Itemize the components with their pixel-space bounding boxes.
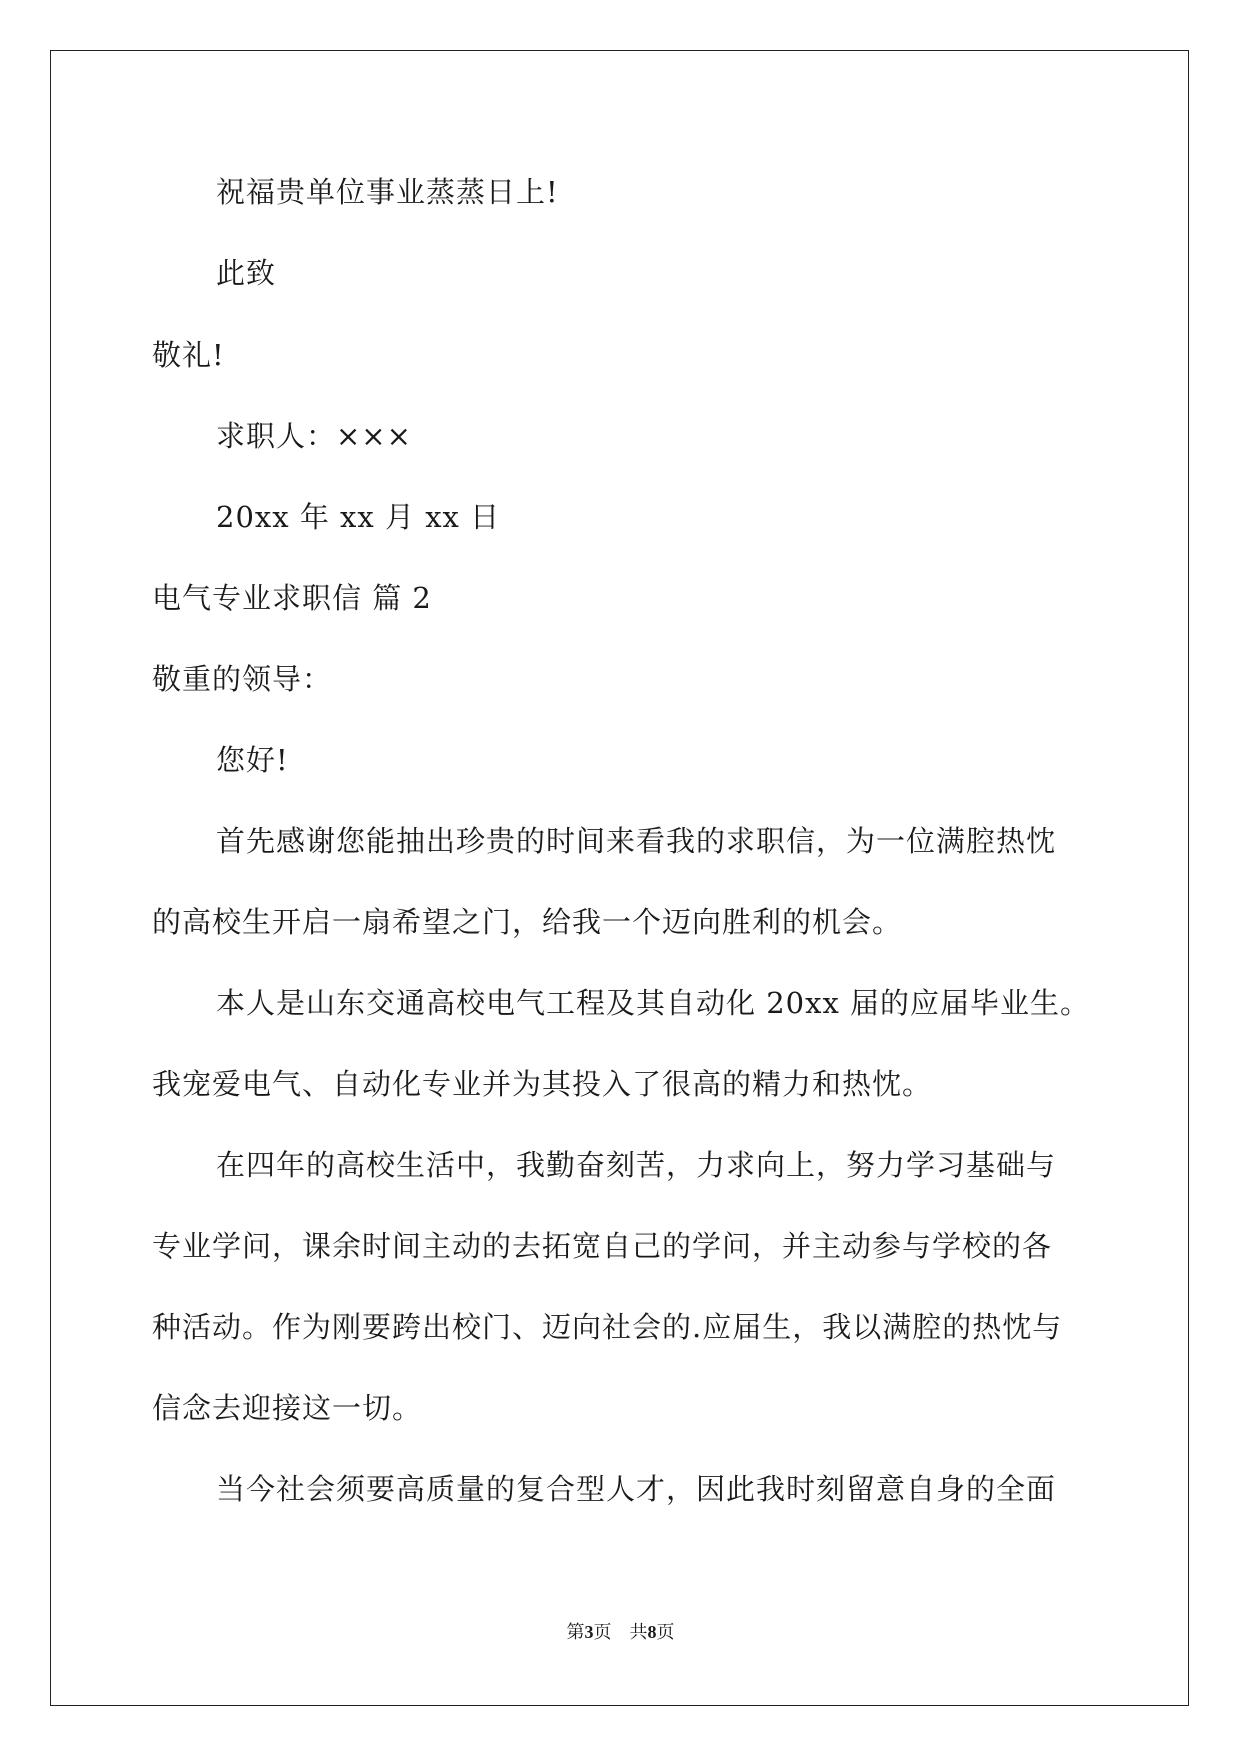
paragraph-1-line-2: 的高校生开启一扇希望之门，给我一个迈向胜利的机会。 [152,905,903,939]
paragraph-2-line-1: 本人是山东交通高校电气工程及其自动化 20xx 届的应届毕业生。 [216,986,1091,1020]
paragraph-1-line-1: 首先感谢您能抽出珍贵的时间来看我的求职信，为一位满腔热忱 [216,824,1057,858]
page-footer [0,1621,1241,1644]
page-border [50,50,1189,1706]
greeting: 您好! [216,743,289,777]
footer-page-prefix: 第 [566,1622,585,1643]
footer-total-number: 8 [647,1622,657,1642]
paragraph-3-line-2: 专业学问，课余时间主动的去拓宽自己的学问，并主动参与学校的各 [152,1229,1053,1263]
date-line: 20xx 年 xx 月 xx 日 [216,500,501,534]
section-heading: 电气专业求职信 篇 2 [152,581,432,615]
paragraph-3-line-4: 信念去迎接这一切。 [152,1391,423,1425]
closing-jingli: 敬礼! [152,338,225,372]
paragraph-3-line-1: 在四年的高校生活中，我勤奋刻苦，力求向上，努力学习基础与 [216,1148,1057,1182]
paragraph-4-line-1: 当今社会须要高质量的复合型人才，因此我时刻留意自身的全面 [216,1472,1057,1506]
applicant-signature: 求职人：××× [216,419,412,453]
footer-total-prefix: 共 [629,1622,648,1643]
footer-page-number: 3 [584,1622,594,1642]
paragraph-3-line-3: 种活动。作为刚要跨出校门、迈向社会的.应届生，我以满腔的热忱与 [152,1310,1063,1344]
closing-cizhi: 此致 [216,256,277,290]
paragraph-2-line-2: 我宠爱电气、自动化专业并为其投入了很高的精力和热忱。 [152,1067,933,1101]
footer-total-suffix: 页 [656,1622,675,1643]
blessing-line: 祝福贵单位事业蒸蒸日上! [216,175,559,209]
salutation: 敬重的领导： [152,662,333,696]
footer-page-suffix: 页 [593,1622,612,1643]
